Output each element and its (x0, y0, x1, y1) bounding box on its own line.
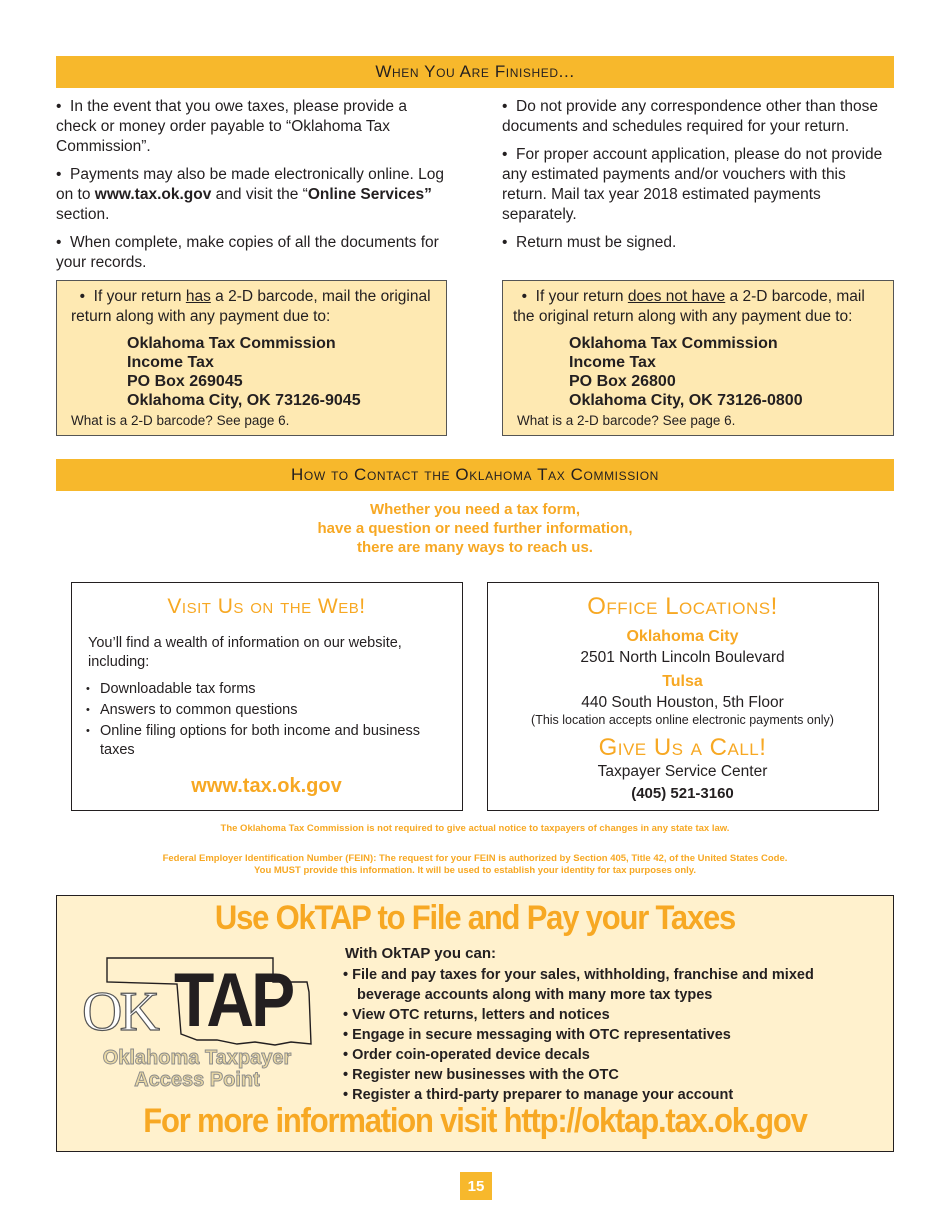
list-item: • Engage in secure messaging with OTC representatives (343, 1027, 731, 1043)
finished-right-column (502, 97, 894, 261)
list-item: beverage accounts along with many more tax types (357, 987, 713, 1003)
office-note-tulsa: (This location accepts online electronic payments only) (531, 713, 834, 727)
mail-box-barcode (56, 280, 447, 436)
logo-ok-text: OK (82, 981, 157, 1043)
list-item: • Downloadable tax forms (86, 680, 452, 699)
office-address-tulsa: 440 South Houston, 5th Floor (581, 694, 784, 711)
finished-banner (56, 56, 894, 88)
list-item: • Register a third-party preparer to manage your account (343, 1087, 734, 1103)
logo-subtitle: Oklahoma Taxpayer Access Point (102, 1047, 292, 1091)
office-city-okc: Oklahoma City (626, 628, 739, 645)
right-bullet-2: • For proper account application, please do not provide any estimated payments and/or vouchers with this return. Mail tax year 2018 estimated payments separately. (502, 146, 883, 223)
page-number: 15 (460, 1172, 492, 1200)
mail-box-no-barcode (502, 280, 894, 436)
tax-website-link[interactable]: www.tax.ok.gov (94, 186, 212, 203)
contact-banner (56, 459, 894, 491)
right-bullet-3: • Return must be signed. (502, 234, 677, 251)
mail-box-intro: • If your return does not have a 2-D barcode, mail the original return along with any payment due to: (513, 288, 865, 325)
list-item: • Order coin-operated device decals (343, 1047, 590, 1063)
oktap-with-label: With OkTAP you can: (345, 945, 496, 962)
oktap-more-info-link[interactable]: For more information visit http://oktap.tax.ok.gov (143, 1100, 807, 1141)
finished-left-column (56, 97, 448, 281)
web-card-title: Visit Us on the Web! (167, 595, 366, 618)
left-bullet-2: • Payments may also be made electronically online. Log on to www.tax.ok.gov and visit the “Online Services” section. (56, 166, 444, 223)
service-center-label: Taxpayer Service Center (597, 763, 768, 780)
left-bullet-3: • When complete, make copies of all the documents for your records. (56, 234, 439, 271)
list-item: • Answers to common questions (86, 701, 452, 720)
call-title: Give Us a Call! (598, 734, 767, 761)
oktap-feature-list (343, 965, 883, 1105)
oktap-logo (77, 952, 327, 1100)
offices-card (487, 582, 879, 811)
web-url-link[interactable]: www.tax.ok.gov (191, 775, 342, 797)
oktap-headline: Use OkTAP to File and Pay your Taxes (214, 897, 736, 938)
list-item: • View OTC returns, letters and notices (343, 1007, 610, 1023)
finished-title: When You Are Finished... (375, 62, 575, 81)
legal-notice: The Oklahoma Tax Commission is not required to give actual notice to taxpayers of changes in any state tax law. (220, 823, 730, 834)
barcode-note: What is a 2-D barcode? See page 6. (517, 413, 736, 428)
phone-number[interactable]: (405) 521-3160 (631, 785, 734, 802)
contact-title: How to Contact the Oklahoma Tax Commission (291, 465, 659, 484)
mail-box-intro: • If your return has a 2-D barcode, mail the original return along with any payment due to: (71, 288, 431, 325)
web-feature-list (86, 680, 452, 762)
oktap-promo (56, 895, 894, 1152)
mailing-address: Oklahoma Tax Commission Income Tax PO Box 269045 Oklahoma City, OK 73126-9045 (127, 335, 361, 409)
logo-tap-text: TAP (174, 957, 293, 1043)
list-item: • Online filing options for both income and business taxes (86, 722, 452, 760)
list-item: • Register new businesses with the OTC (343, 1067, 619, 1083)
right-bullet-1: • Do not provide any correspondence other than those documents and schedules required for your return. (502, 98, 878, 135)
contact-subtitle: Whether you need a tax form, have a question or need further information, there are many ways to reach us. (317, 501, 633, 556)
offices-title: Office Locations! (587, 593, 778, 620)
list-item: • File and pay taxes for your sales, withholding, franchise and mixed (343, 967, 814, 983)
office-city-tulsa: Tulsa (662, 673, 703, 690)
fein-notice: Federal Employer Identification Number (FEIN): The request for your FEIN is authorized by Section 405, Title 42, of the United States Code. You MUST provide this information. It will be used to establish your identity for tax purposes only. (162, 853, 788, 876)
left-bullet-1: • In the event that you owe taxes, please provide a check or money order payable to “Oklahoma Tax Commission”. (56, 98, 407, 155)
web-card-intro: You’ll find a wealth of information on our website, including: (88, 635, 402, 670)
office-address-okc: 2501 North Lincoln Boulevard (580, 649, 785, 666)
barcode-note: What is a 2-D barcode? See page 6. (71, 413, 290, 428)
mailing-address: Oklahoma Tax Commission Income Tax PO Box 26800 Oklahoma City, OK 73126-0800 (569, 335, 803, 409)
web-card (71, 582, 463, 811)
